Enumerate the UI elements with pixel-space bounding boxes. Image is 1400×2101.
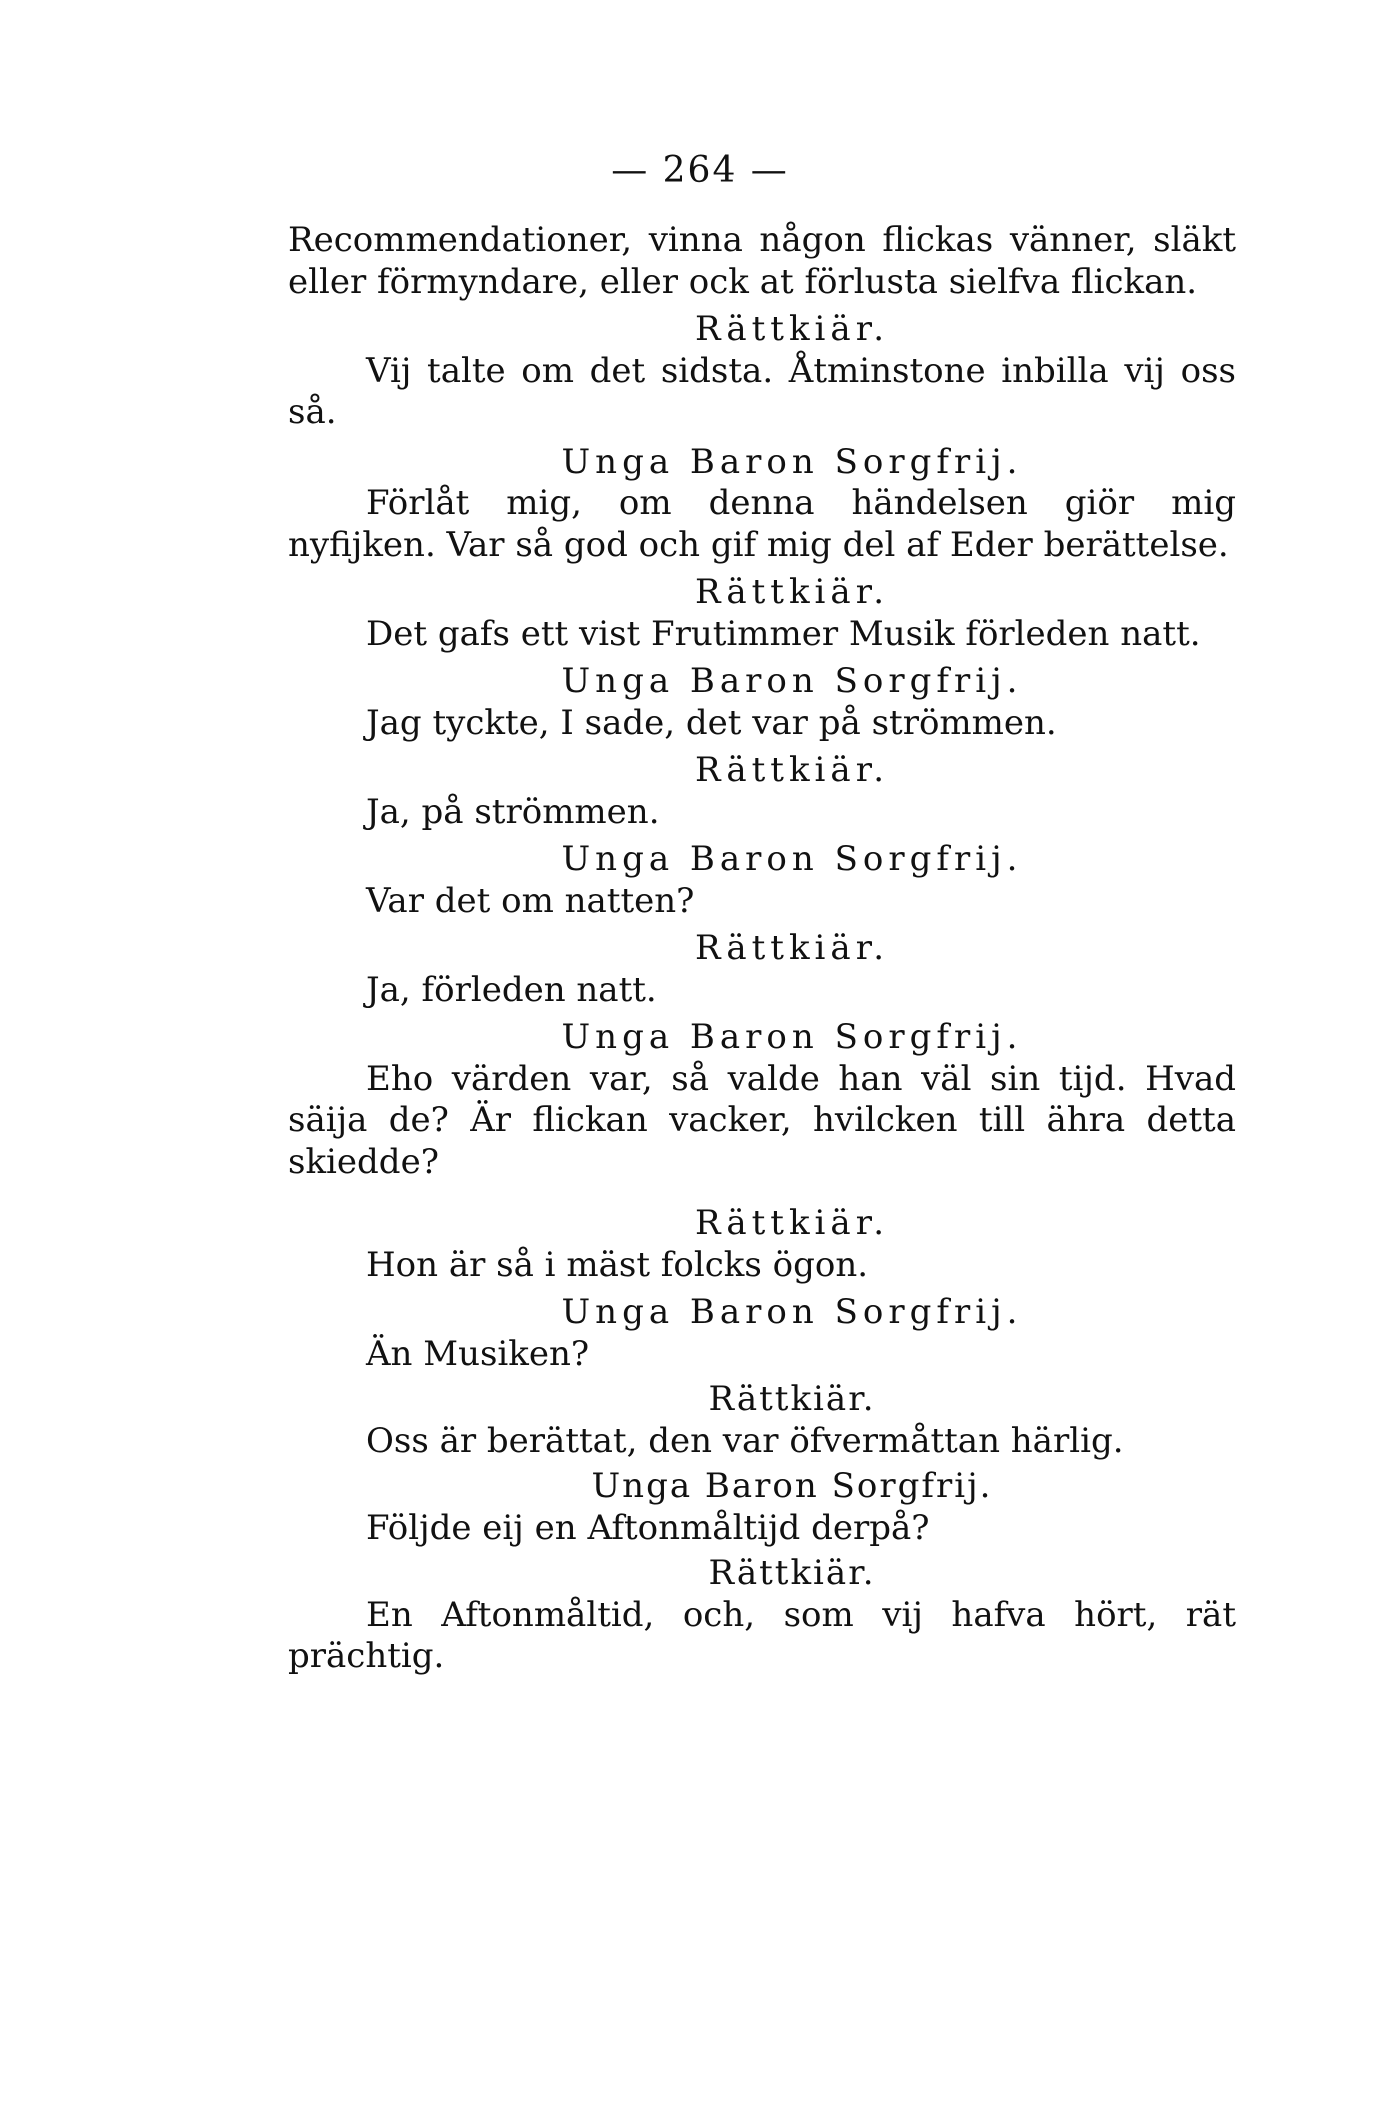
- dialogue-text: [288, 220, 1236, 1678]
- paragraph: Förlåt mig, om denna händelsen giör mig nyfijken. Var så god och gif mig del af Eder berättelse.: [288, 483, 1236, 565]
- speaker-name: Rättkiär.: [694, 750, 890, 790]
- paragraph: En Aftonmåltid, och, som vij hafva hört, rät prächtig.: [288, 1594, 1236, 1676]
- speaker-name: Rättkiär.: [694, 1203, 890, 1243]
- speaker-name: Unga Baron Sorgfrij.: [561, 441, 1023, 482]
- speaker-name: Rättkiär.: [708, 1553, 876, 1593]
- paragraph: Oss är berättat, den var öfvermåttan härlig.: [366, 1420, 1124, 1461]
- paragraph: Det gafs ett vist Frutimmer Musik förleden natt.: [366, 613, 1201, 654]
- paragraph: Vij talte om det sidsta. Åtminstone inbilla vij oss så.: [288, 350, 1236, 432]
- paragraph: Ja, på strömmen.: [366, 791, 660, 832]
- speaker-name: Rättkiär.: [708, 1379, 876, 1419]
- paragraph: Än Musiken?: [366, 1333, 590, 1374]
- speaker-name: Unga Baron Sorgfrij.: [561, 1017, 1023, 1057]
- speaker-name: Rättkiär.: [694, 928, 890, 968]
- speaker-name: Rättkiär.: [694, 572, 890, 612]
- paragraph: Ja, förleden natt.: [366, 969, 657, 1010]
- page-number: — 264 —: [611, 150, 789, 191]
- speaker-name: Unga Baron Sorgfrij.: [561, 661, 1023, 701]
- speaker-name: Rättkiär.: [694, 309, 890, 349]
- paragraph: Hon är så i mäst folcks ögon.: [366, 1244, 869, 1285]
- speaker-name: Unga Baron Sorgfrij.: [561, 839, 1023, 879]
- paragraph: Följde eij en Aftonmåltijd derpå?: [366, 1507, 930, 1548]
- paragraph: Eho värden var, så valde han väl sin tijd. Hvad säija de? Är flickan vacker, hvilcken till ähra detta skiedde?: [288, 1058, 1236, 1182]
- paragraph: Recommendationer, vinna någon flickas vänner, släkt eller förmyndare, eller ock at förlusta sielfva flickan.: [288, 220, 1236, 302]
- paragraph: Jag tyckte, I sade, det var på strömmen.: [366, 702, 1057, 743]
- speaker-name: Unga Baron Sorgfrij.: [591, 1466, 993, 1506]
- speaker-name: Unga Baron Sorgfrij.: [561, 1292, 1023, 1332]
- paragraph: Var det om natten?: [366, 880, 695, 921]
